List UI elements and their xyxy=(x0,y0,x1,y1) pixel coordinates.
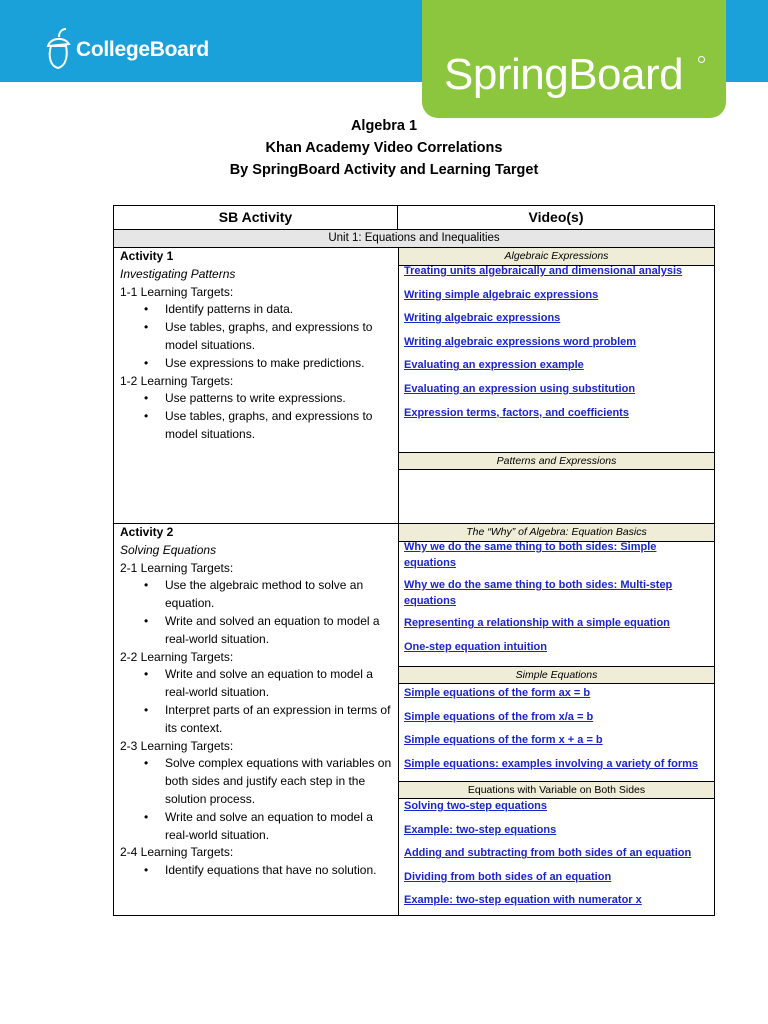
video-link[interactable]: Simple equations of the form x + a = b xyxy=(404,734,603,747)
learning-target: • Write and solve an equation to model a real-world situation. xyxy=(120,666,392,702)
learning-targets-list xyxy=(120,666,392,737)
learning-targets-label: 2-2 Learning Targets: xyxy=(120,649,234,664)
learning-target: • Use the algebraic method to solve an equation. xyxy=(120,577,392,613)
correlation-table xyxy=(113,205,715,916)
activity-1-cell xyxy=(120,248,392,444)
learning-targets-label: 2-3 Learning Targets: xyxy=(120,738,234,753)
learning-target: • Solve complex equations with variables on both sides and justify each step in the solution process. xyxy=(120,755,392,808)
activity-title: Activity 1 xyxy=(120,249,174,263)
collegeboard-logo[interactable] xyxy=(44,26,209,72)
video-link[interactable]: Evaluating an expression using substitution xyxy=(404,382,636,395)
column-header-videos: Video(s) xyxy=(528,209,584,225)
video-link[interactable]: Representing a relationship with a simple equation xyxy=(404,617,670,629)
video-link[interactable]: Dividing from both sides of an equation xyxy=(404,870,612,883)
section-header-algebraic-expressions: Algebraic Expressions xyxy=(399,248,714,266)
learning-target: • Use patterns to write expressions. xyxy=(120,390,392,408)
video-list-why-of-algebra xyxy=(404,539,710,662)
learning-target: • Write and solve an equation to model a real-world situation. xyxy=(120,809,392,845)
activity-subtitle: Solving Equations xyxy=(120,542,217,557)
learning-targets-label: 2-4 Learning Targets: xyxy=(120,845,234,860)
learning-targets-list xyxy=(120,577,392,648)
learning-target: • Identify patterns in data. xyxy=(120,301,392,319)
video-link[interactable]: Example: two-step equation with numerator x xyxy=(404,894,642,907)
section-header-patterns-expressions: Patterns and Expressions xyxy=(399,452,714,470)
learning-target: • Use tables, graphs, and expressions to model situations. xyxy=(120,319,392,355)
table-header-row xyxy=(114,206,714,230)
learning-targets-label: 1-2 Learning Targets: xyxy=(120,373,234,388)
learning-targets-list xyxy=(120,390,392,443)
video-link[interactable]: Why we do the same thing to both sides: Simple equations xyxy=(404,541,657,569)
video-link[interactable]: Writing algebraic expressions xyxy=(404,312,561,325)
learning-targets-label: 1-1 Learning Targets: xyxy=(120,284,234,299)
learning-targets-list xyxy=(120,862,392,880)
video-list-simple-equations xyxy=(404,685,710,779)
learning-target: • Use expressions to make predictions. xyxy=(120,355,392,373)
activity-subtitle: Investigating Patterns xyxy=(120,266,236,281)
learning-targets-label: 2-1 Learning Targets: xyxy=(120,560,234,575)
acorn-icon xyxy=(44,26,74,72)
video-link[interactable]: Treating units algebraically and dimensional analysis xyxy=(404,265,683,277)
video-link[interactable]: Simple equations of the from x/a = b xyxy=(404,710,594,723)
springboard-logo-text: SpringBoard xyxy=(444,50,684,99)
video-link[interactable]: Evaluating an expression example xyxy=(404,359,584,372)
video-link[interactable]: Writing algebraic expressions word problem xyxy=(404,335,637,348)
activity-title: Activity 2 xyxy=(120,525,174,539)
springboard-logo[interactable] xyxy=(422,0,726,118)
learning-targets-list xyxy=(120,301,392,372)
video-link[interactable]: Solving two-step equations xyxy=(404,800,548,812)
learning-target: • Use tables, graphs, and expressions to model situations. xyxy=(120,408,392,444)
learning-targets-list xyxy=(120,755,392,844)
unit-row: Unit 1: Equations and Inequalities xyxy=(114,230,714,248)
learning-target: • Identify equations that have no solution. xyxy=(120,862,392,880)
learning-target: • Interpret parts of an expression in terms of its context. xyxy=(120,702,392,738)
document-subtitle-2: By SpringBoard Activity and Learning Target xyxy=(229,162,539,178)
video-list-variable-both-sides xyxy=(404,798,710,916)
learning-target: • Write and solved an equation to model a real-world situation. xyxy=(120,613,392,649)
column-header-sb-activity: SB Activity xyxy=(114,206,398,229)
video-link[interactable]: Expression terms, factors, and coefficients xyxy=(404,406,629,419)
video-link[interactable]: Writing simple algebraic expressions xyxy=(404,288,599,301)
video-link[interactable]: One-step equation intuition xyxy=(404,640,547,653)
document-subtitle: Khan Academy Video Correlations xyxy=(265,140,503,156)
video-link[interactable]: Why we do the same thing to both sides: Multi-step equations xyxy=(404,579,673,607)
column-divider xyxy=(398,248,399,915)
video-link[interactable]: Simple equations of the form ax = b xyxy=(404,687,591,699)
activity-2-cell xyxy=(120,524,392,880)
registered-mark-icon xyxy=(698,56,705,63)
document-title: Algebra 1 xyxy=(350,118,418,134)
collegeboard-logo-text: CollegeBoard xyxy=(76,38,209,61)
section-header-variable-both-sides: Equations with Variable on Both Sides xyxy=(399,781,714,799)
video-link[interactable]: Adding and subtracting from both sides of an equation xyxy=(404,847,692,860)
section-header-why-of-algebra: The “Why” of Algebra: Equation Basics xyxy=(399,524,714,542)
video-link[interactable]: Example: two-step equations xyxy=(404,823,557,836)
video-list-algebraic-expressions xyxy=(404,263,710,428)
video-link[interactable]: Simple equations: examples involving a variety of forms xyxy=(404,757,699,770)
section-header-simple-equations: Simple Equations xyxy=(399,666,714,684)
